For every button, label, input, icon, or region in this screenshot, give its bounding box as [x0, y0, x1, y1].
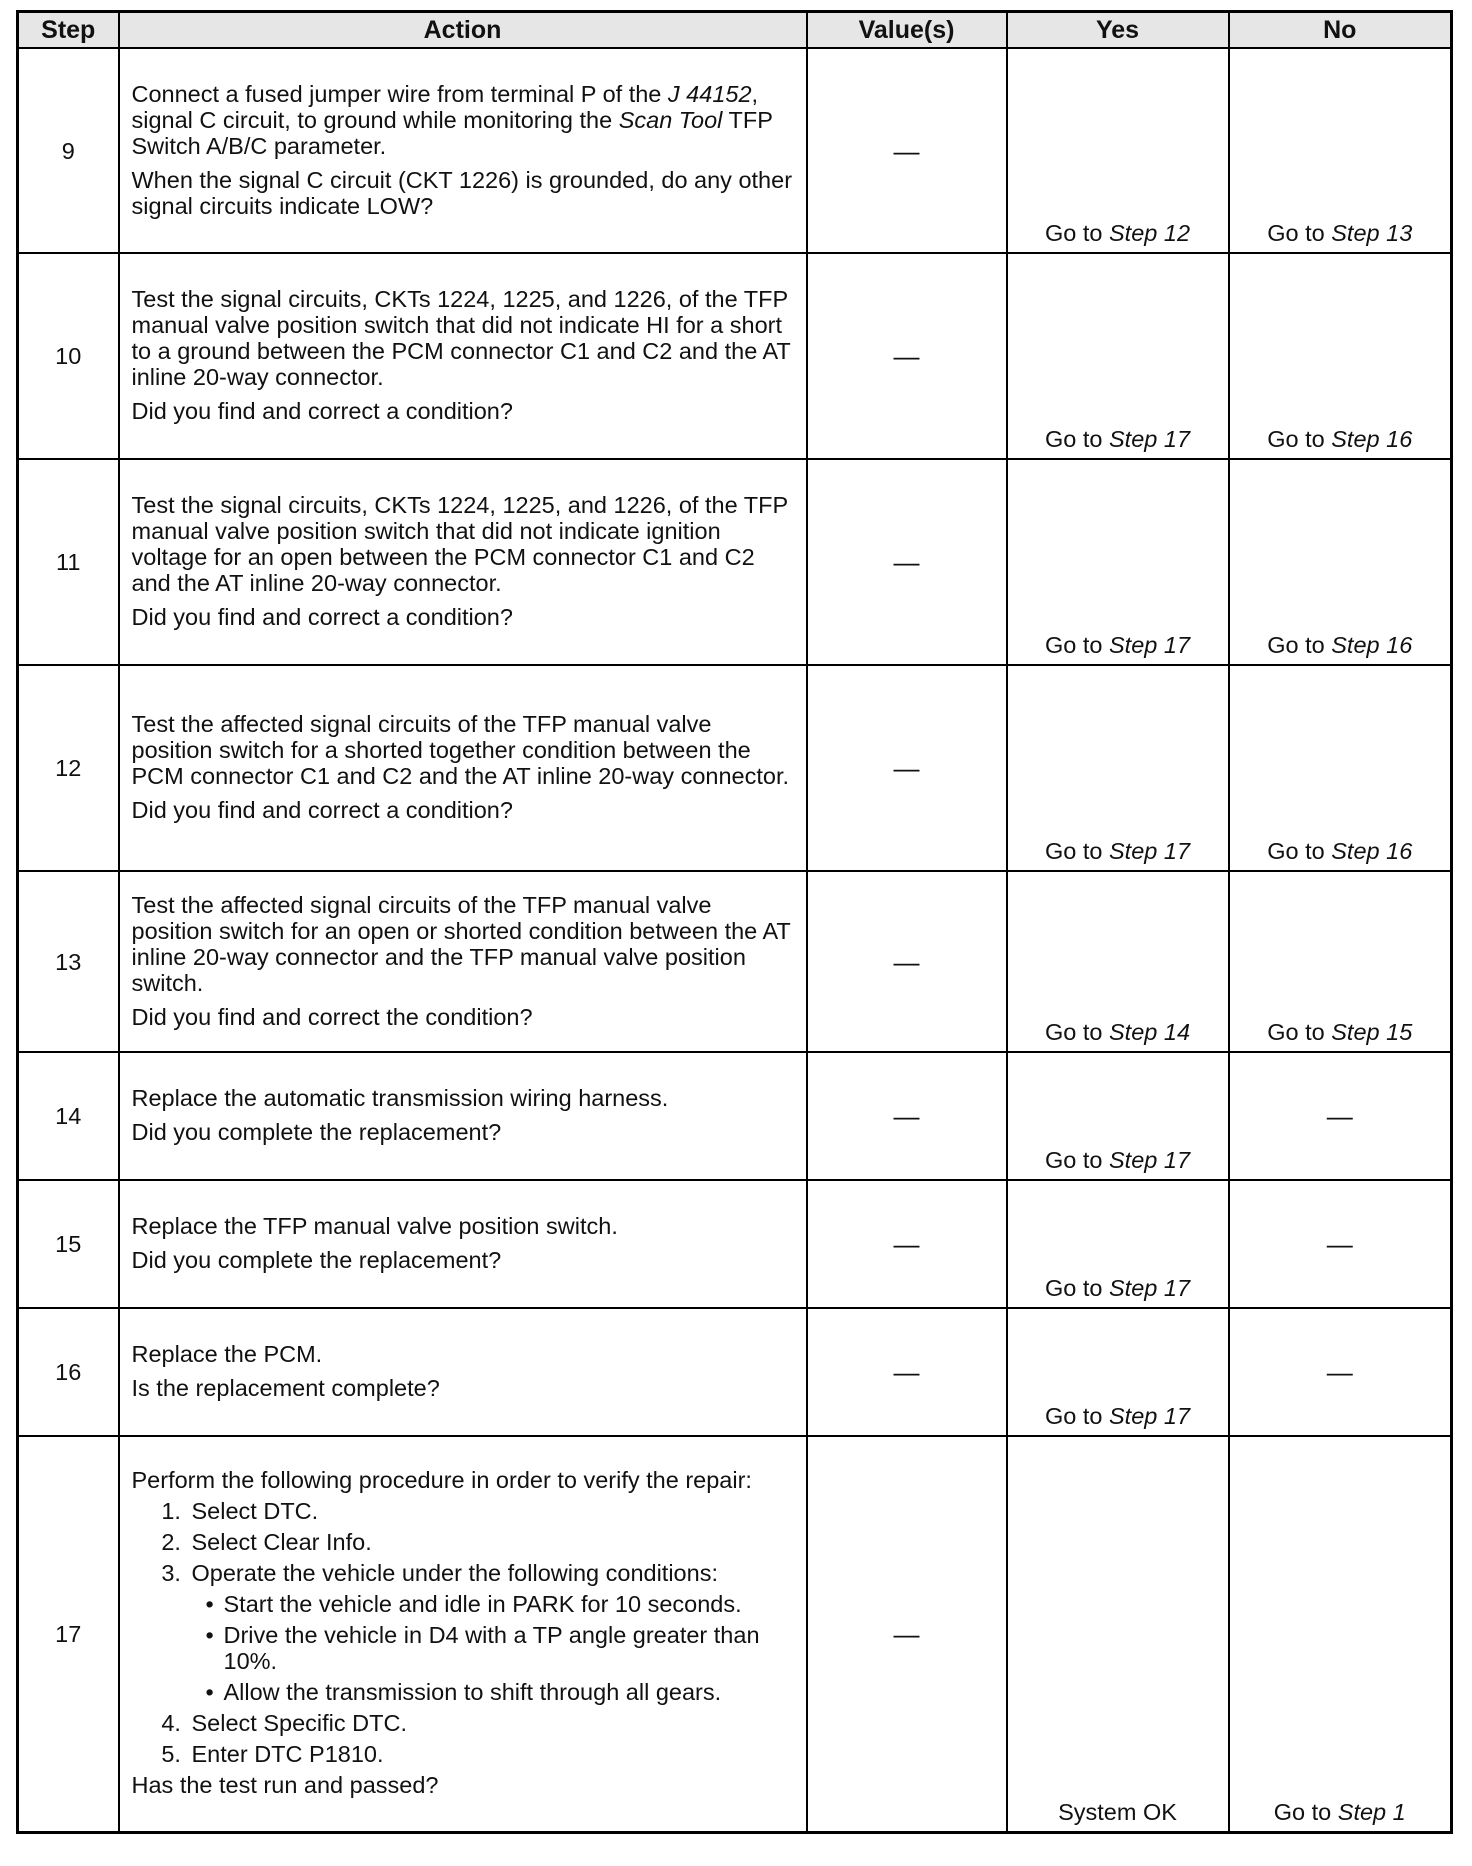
yes-cell: Go to Step 12	[1007, 48, 1229, 253]
action-text: Test the signal circuits, CKTs 1224, 1225, and 1226, of the TFP manual valve position switch that did not indicate HI for a short to a ground between the PCM connector C1 and C2 and the AT inline 20-way connector.	[131, 286, 791, 390]
action-question: When the signal C circuit (CKT 1226) is grounded, do any other signal circuits indicate LOW?	[131, 166, 793, 219]
yes-cell: Go to Step 17	[1007, 1308, 1229, 1436]
no-cell: —	[1229, 1052, 1452, 1180]
procedure-list	[132, 1498, 794, 1767]
step-link[interactable]: Step 16	[1331, 632, 1413, 658]
yes-cell: Go to Step 17	[1007, 459, 1229, 665]
action-question: Did you find and correct a condition?	[131, 604, 513, 630]
yes-cell: Go to Step 17	[1007, 1052, 1229, 1180]
action-text: Perform the following procedure in order to verify the repair:	[131, 1467, 752, 1494]
action-question: Did you find and correct a condition?	[131, 398, 513, 424]
action-cell	[119, 459, 807, 665]
action-text: Connect a fused jumper wire from terminal P of the J 44152, signal C circuit, to ground while monitoring the Scan Tool TFP Switch A/B/C parameter.	[131, 80, 773, 159]
action-cell	[119, 871, 807, 1052]
action-cell	[119, 1308, 807, 1436]
no-cell: Go to Step 16	[1229, 459, 1452, 665]
table-row	[18, 1052, 1452, 1180]
step-link[interactable]: Step 17	[1109, 838, 1191, 864]
value-cell: —	[807, 1052, 1007, 1180]
header-values: Value(s)	[807, 12, 1007, 49]
bullet-item: • Start the vehicle and idle in PARK for 10 seconds.	[224, 1591, 794, 1617]
table-row	[18, 459, 1452, 665]
no-cell: Go to Step 16	[1229, 253, 1452, 459]
step-number: 11	[18, 459, 119, 665]
value-cell: —	[807, 48, 1007, 253]
action-question: Is the replacement complete?	[131, 1375, 440, 1401]
step-number: 15	[18, 1180, 119, 1308]
condition-list	[192, 1591, 794, 1705]
list-item: 2. Select Clear Info.	[188, 1529, 794, 1555]
action-cell	[119, 1436, 807, 1832]
yes-cell: Go to Step 17	[1007, 253, 1229, 459]
step-number: 9	[18, 48, 119, 253]
value-cell: —	[807, 459, 1007, 665]
no-cell: Go to Step 13	[1229, 48, 1452, 253]
table-row	[18, 1180, 1452, 1308]
table-row	[18, 665, 1452, 871]
table-header-row	[18, 12, 1452, 49]
value-cell: —	[807, 253, 1007, 459]
no-cell: Go to Step 1	[1229, 1436, 1452, 1832]
table-row	[18, 1436, 1452, 1832]
step-number: 13	[18, 871, 119, 1052]
table-row	[18, 253, 1452, 459]
action-text: Test the signal circuits, CKTs 1224, 1225, and 1226, of the TFP manual valve position switch that did not indicate ignition voltage for an open between the PCM connector C1 and C2 and the AT inline 20-way connector.	[131, 492, 788, 596]
no-cell: Go to Step 15	[1229, 871, 1452, 1052]
yes-cell: Go to Step 17	[1007, 1180, 1229, 1308]
yes-cell: Go to Step 14	[1007, 871, 1229, 1052]
action-cell	[119, 665, 807, 871]
step-number: 16	[18, 1308, 119, 1436]
header-step: Step	[18, 12, 119, 49]
bullet-item: • Drive the vehicle in D4 with a TP angle greater than 10%.	[224, 1622, 794, 1674]
step-link[interactable]: Step 14	[1109, 1019, 1191, 1045]
list-item: 4. Select Specific DTC.	[188, 1710, 794, 1736]
table-row	[18, 871, 1452, 1052]
action-question: Did you complete the replacement?	[131, 1247, 502, 1273]
header-no: No	[1229, 12, 1452, 49]
table-row	[18, 48, 1452, 253]
action-body	[132, 1467, 794, 1772]
action-question: Did you find and correct a condition?	[131, 797, 513, 823]
header-yes: Yes	[1007, 12, 1229, 49]
table-row	[18, 1308, 1452, 1436]
list-item: 3. Operate the vehicle under the following conditions: • Start the vehicle and idle in PARK for 10 seconds. • Drive the vehicle in D4 with a TP angle greater than 10%. • Allow the transmission to shift through all gears.	[188, 1560, 794, 1705]
list-item: 1. Select DTC.	[188, 1498, 794, 1524]
header-action: Action	[119, 12, 807, 49]
step-link[interactable]: Step 17	[1109, 632, 1191, 658]
step-link[interactable]: Step 1	[1337, 1798, 1406, 1825]
step-link[interactable]: Step 17	[1109, 1147, 1191, 1173]
action-text: Replace the automatic transmission wiring harness.	[131, 1085, 669, 1111]
no-cell: Go to Step 16	[1229, 665, 1452, 871]
diagnostic-table-page	[16, 10, 1450, 1834]
bullet-item: • Allow the transmission to shift through all gears.	[224, 1679, 794, 1705]
list-item: 5. Enter DTC P1810.	[188, 1741, 794, 1767]
step-number: 14	[18, 1052, 119, 1180]
no-cell: —	[1229, 1180, 1452, 1308]
step-link[interactable]: Step 12	[1109, 220, 1191, 246]
value-cell: —	[807, 1436, 1007, 1832]
value-cell: —	[807, 871, 1007, 1052]
value-cell: —	[807, 1180, 1007, 1308]
action-question: Has the test run and passed?	[131, 1772, 439, 1799]
step-link[interactable]: Step 16	[1331, 838, 1413, 864]
no-cell: —	[1229, 1308, 1452, 1436]
step-link[interactable]: Step 16	[1331, 426, 1413, 452]
step-link[interactable]: Step 15	[1331, 1019, 1413, 1045]
step-number: 12	[18, 665, 119, 871]
step-number: 17	[18, 1436, 119, 1832]
step-link[interactable]: Step 13	[1331, 220, 1413, 246]
action-text: Test the affected signal circuits of the TFP manual valve position switch for an open or shorted condition between the AT inline 20-way connector and the TFP manual valve position switch.	[131, 891, 791, 996]
action-text: Replace the PCM.	[131, 1341, 323, 1367]
step-number: 10	[18, 253, 119, 459]
action-cell	[119, 253, 807, 459]
step-link[interactable]: Step 17	[1109, 1403, 1191, 1429]
action-text: Replace the TFP manual valve position switch.	[131, 1213, 618, 1239]
action-question: Did you complete the replacement?	[131, 1119, 502, 1145]
diagnostic-steps-table	[16, 10, 1453, 1834]
action-cell	[119, 48, 807, 253]
action-cell	[119, 1180, 807, 1308]
value-cell: —	[807, 665, 1007, 871]
action-text: Test the affected signal circuits of the TFP manual valve position switch for a shorted together condition between the PCM connector C1 and C2 and the AT inline 20-way connector.	[131, 711, 790, 789]
yes-cell: System OK	[1007, 1436, 1229, 1832]
step-link[interactable]: Step 17	[1109, 1275, 1191, 1301]
action-cell	[119, 1052, 807, 1180]
action-question: Did you find and correct the condition?	[131, 1003, 533, 1030]
value-cell: —	[807, 1308, 1007, 1436]
yes-cell: Go to Step 17	[1007, 665, 1229, 871]
step-link[interactable]: Step 17	[1109, 426, 1191, 452]
